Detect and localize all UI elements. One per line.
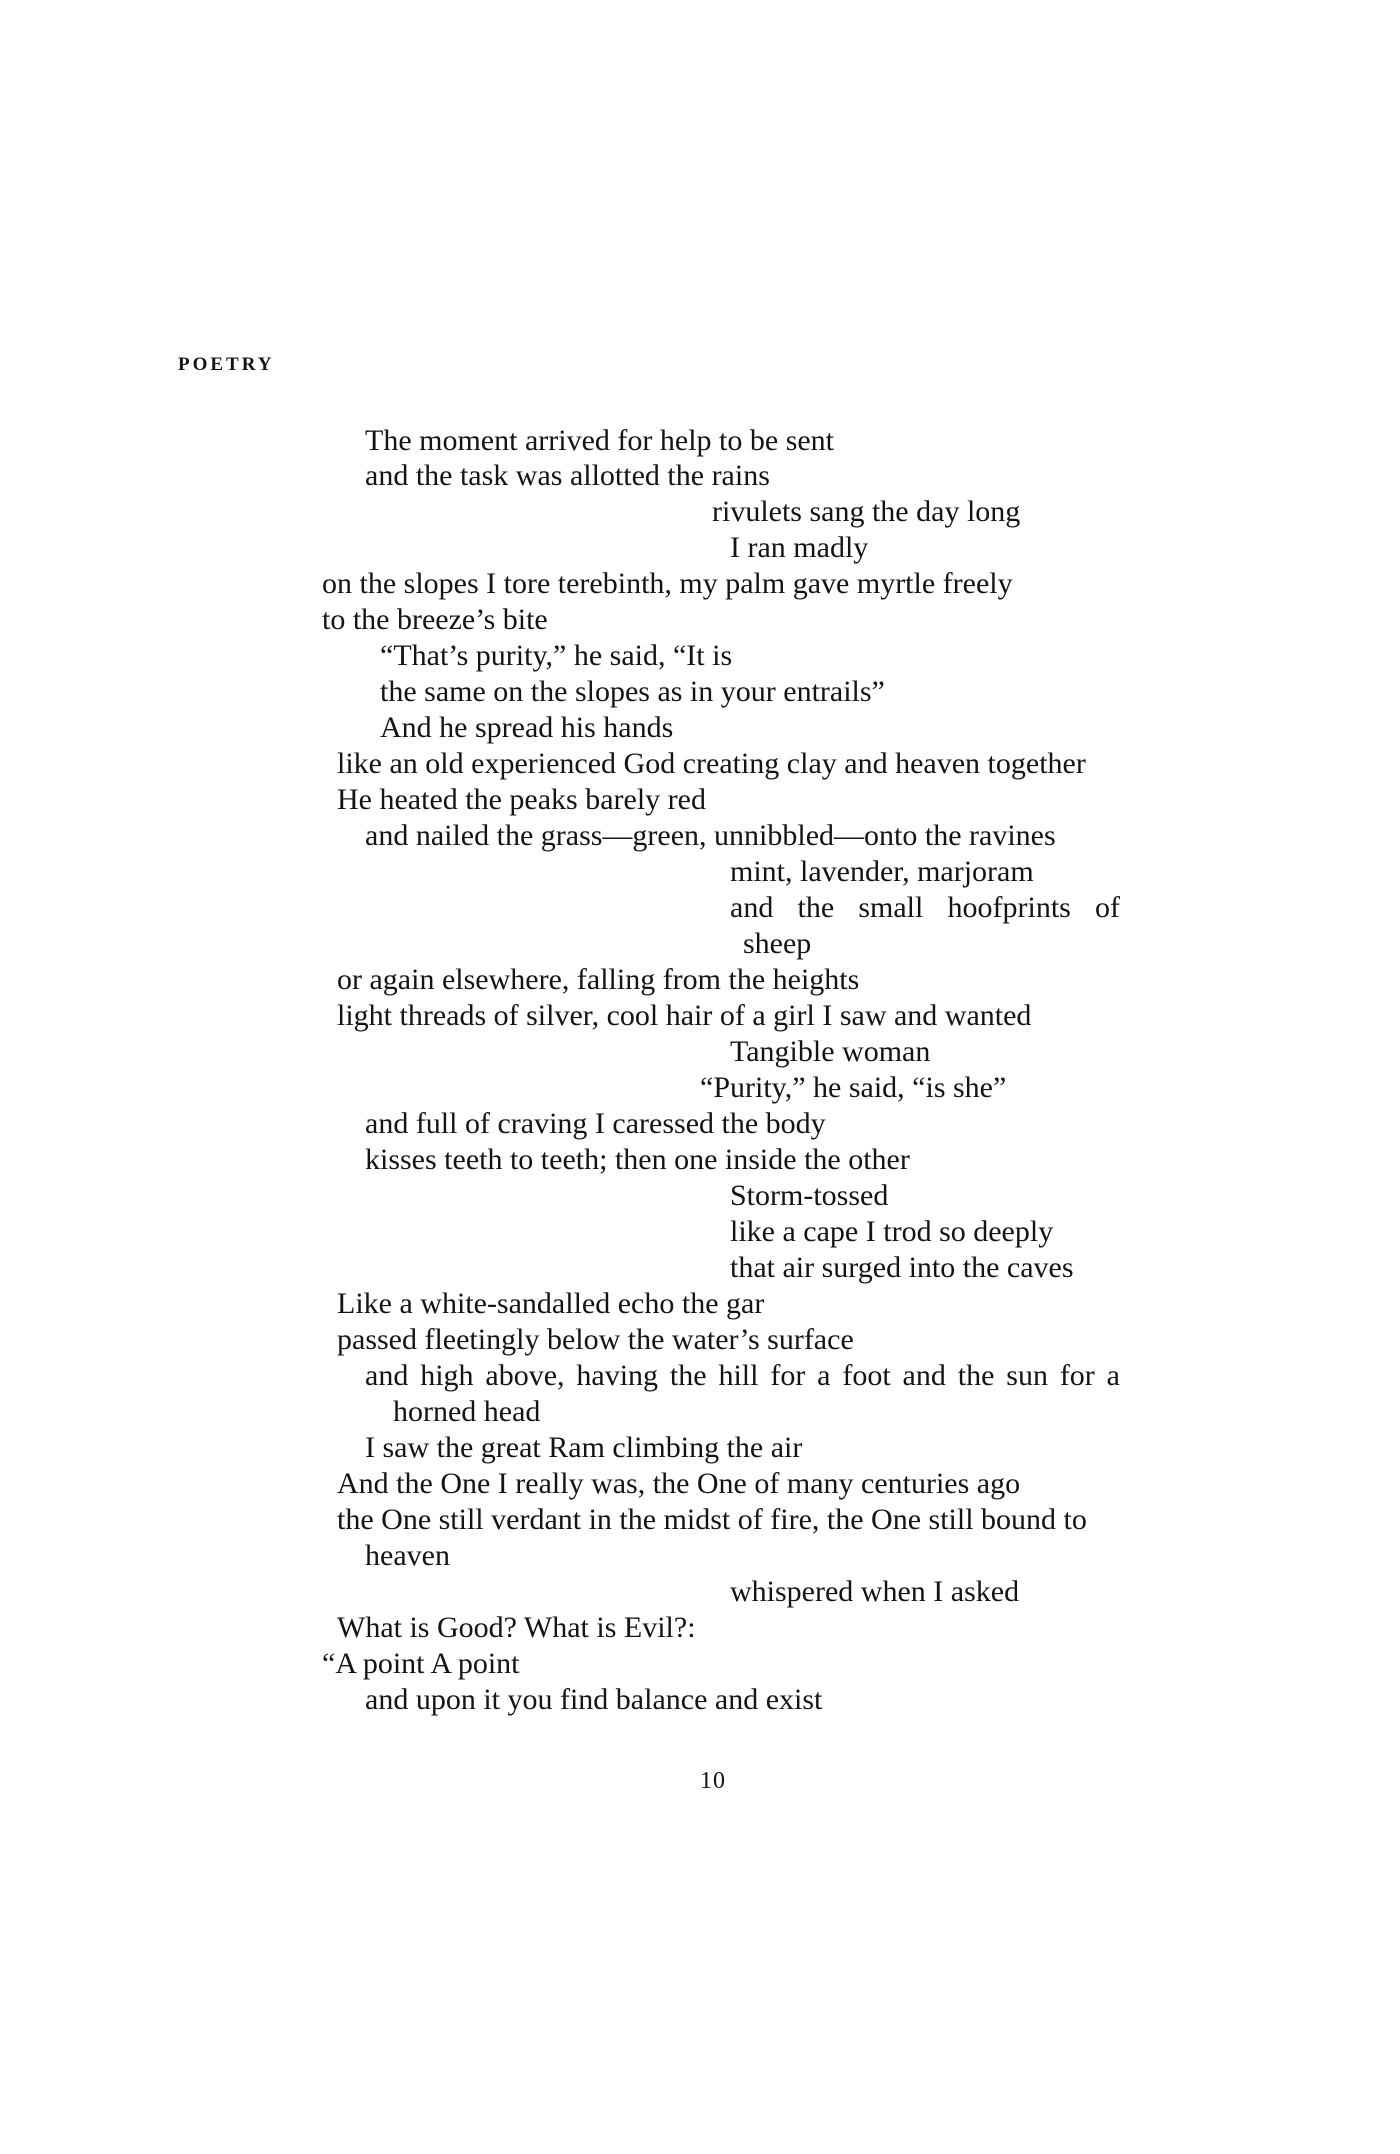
poem-line: rivulets sang the day long bbox=[712, 495, 1021, 528]
poem-line: I saw the great Ram climbing the air bbox=[365, 1431, 803, 1464]
poem-line: “A point A point bbox=[322, 1647, 520, 1680]
page-number: 10 bbox=[700, 1768, 726, 1794]
poem-line: light threads of silver, cool hair of a girl I saw and wanted bbox=[337, 999, 1032, 1032]
poem-line: He heated the peaks barely red bbox=[337, 783, 706, 816]
poem-line: like a cape I trod so deeply bbox=[730, 1215, 1054, 1248]
poem-line: whispered when I asked bbox=[730, 1575, 1020, 1608]
poem-line: Like a white-sandalled echo the gar bbox=[337, 1287, 765, 1320]
poem-line: sheep bbox=[743, 927, 812, 960]
poem-line: like an old experienced God creating clay and heaven together bbox=[337, 747, 1086, 780]
poem-line: passed fleetingly below the water’s surface bbox=[337, 1323, 854, 1356]
poem-line: mint, lavender, marjoram bbox=[730, 855, 1034, 888]
poem-line: and the task was allotted the rains bbox=[365, 459, 770, 492]
poem-line: that air surged into the caves bbox=[730, 1251, 1074, 1284]
poem-line: the same on the slopes as in your entrails” bbox=[380, 675, 885, 708]
poem-line: and upon it you find balance and exist bbox=[365, 1683, 823, 1716]
poem-line: “Purity,” he said, “is she” bbox=[700, 1071, 1007, 1104]
poem-line: “That’s purity,” he said, “It is bbox=[380, 639, 733, 672]
poem-line: horned head bbox=[393, 1395, 541, 1428]
poem-line: Storm-tossed bbox=[730, 1179, 889, 1212]
poem-line: and high above, having the hill for a foot and the sun for a bbox=[365, 1359, 1120, 1392]
poem-line: or again elsewhere, falling from the heights bbox=[337, 963, 860, 996]
poem-line: and nailed the grass—green, unnibbled—onto the ravines bbox=[365, 819, 1056, 852]
poem-line: the One still verdant in the midst of fire, the One still bound to bbox=[337, 1503, 1087, 1536]
section-header: POETRY bbox=[178, 354, 275, 375]
poem-line: What is Good? What is Evil?: bbox=[337, 1611, 696, 1644]
poem-line: The moment arrived for help to be sent bbox=[365, 424, 835, 457]
poem-line: heaven bbox=[365, 1539, 450, 1572]
poem-line: and full of craving I caressed the body bbox=[365, 1107, 826, 1140]
poem-line: I ran madly bbox=[730, 531, 869, 564]
poem-line: And the One I really was, the One of many centuries ago bbox=[337, 1467, 1021, 1500]
poem-line: to the breeze’s bite bbox=[322, 603, 548, 636]
poem-line: kisses teeth to teeth; then one inside the other bbox=[365, 1143, 910, 1176]
poem-line: and the small hoofprints of bbox=[730, 891, 1120, 924]
poem-line: on the slopes I tore terebinth, my palm gave myrtle freely bbox=[322, 567, 1013, 600]
poem-line: Tangible woman bbox=[730, 1035, 931, 1068]
poem-line: And he spread his hands bbox=[380, 711, 674, 744]
